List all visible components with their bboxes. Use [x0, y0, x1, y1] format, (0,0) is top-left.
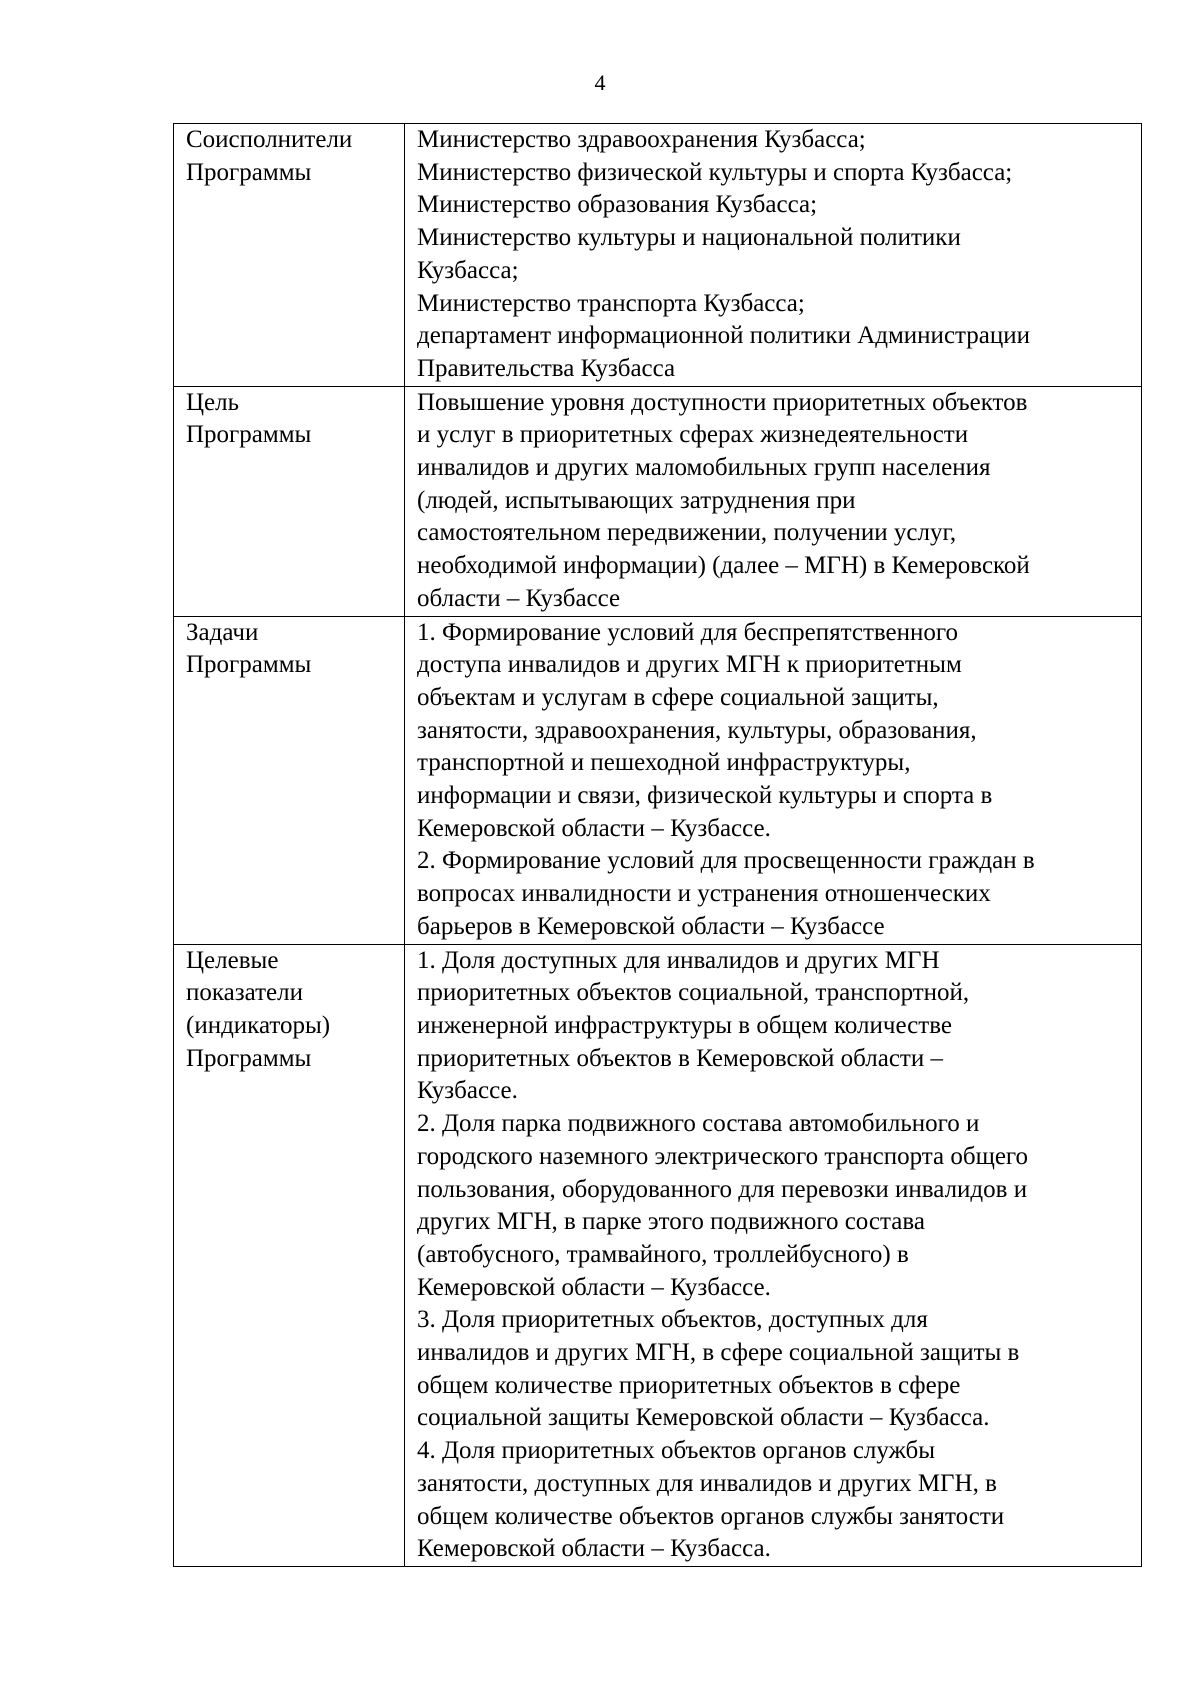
row-value-line: Министерство транспорта Кузбасса; [417, 289, 805, 317]
passport-table-body [174, 124, 1142, 1567]
row-value-cell [405, 616, 1142, 944]
row-label-line: Цель [186, 388, 240, 416]
row-value-cell [405, 124, 1142, 387]
row-value-line: городского наземного электрического транспорта общего [417, 1142, 1029, 1170]
row-value-line: (людей, испытывающих затруднения при [417, 486, 856, 514]
row-value-line: социальной защиты Кемеровской области – Кузбасса. [417, 1404, 990, 1432]
row-value-line: самостоятельном передвижении, получении услуг, [417, 519, 957, 547]
row-value-line: общем количестве объектов органов службы занятости [417, 1502, 1005, 1530]
row-value-line: других МГН, в парке этого подвижного состава [417, 1208, 925, 1236]
table-row [174, 616, 1142, 944]
row-value-line: приоритетных объектов социальной, транспортной, [417, 979, 970, 1007]
row-label-line: Программы [186, 1044, 312, 1072]
row-label-line: (индикаторы) [186, 1011, 331, 1039]
row-value-line: Министерство образования Кузбасса; [417, 191, 818, 219]
row-label-line: Задачи [186, 618, 259, 646]
row-value-line: 3. Доля приоритетных объектов, доступных для [417, 1306, 928, 1334]
row-value-line: (автобусного, трамвайного, троллейбусного) в [417, 1240, 909, 1268]
row-value-line: 2. Доля парка подвижного состава автомобильного и [417, 1110, 980, 1138]
row-label-line: показатели [186, 979, 303, 1007]
row-value-line: Повышение уровня доступности приоритетных объектов [417, 388, 1028, 416]
table-row [174, 124, 1142, 387]
row-value-line: необходимой информации) (далее – МГН) в Кемеровской [417, 552, 1030, 580]
row-value-line: Кузбассе. [417, 1077, 518, 1105]
row-value-line: транспортной и пешеходной инфраструктуры, [417, 749, 911, 777]
row-label-line: Программы [186, 421, 312, 449]
row-value-line: области – Кузбассе [417, 584, 621, 612]
row-label-line: Соисполнители [186, 126, 353, 153]
row-value-line: Кузбасса; [417, 256, 519, 284]
row-label-cell [174, 124, 405, 387]
table-row [174, 386, 1142, 616]
page-number: 4 [594, 70, 606, 95]
row-value-line: доступа инвалидов и других МГН к приоритетным [417, 651, 962, 679]
row-value-cell [405, 944, 1142, 1566]
row-value-line: 4. Доля приоритетных объектов органов службы [417, 1437, 936, 1465]
row-value-line: 2. Формирование условий для просвещенности граждан в [417, 847, 1035, 875]
row-value-line: вопросах инвалидности и устранения отношенческих [417, 880, 991, 908]
row-value-line: и услуг в приоритетных сферах жизнедеятельности [417, 421, 969, 449]
row-value-line: 1. Доля доступных для инвалидов и других МГН [417, 946, 940, 974]
row-label-line: Программы [186, 651, 312, 679]
row-value-line: информации и связи, физической культуры и спорта в [417, 782, 993, 810]
row-value-line: пользования, оборудованного для перевозки инвалидов и [417, 1175, 1028, 1203]
row-value-line: общем количестве приоритетных объектов в сфере [417, 1371, 961, 1399]
row-value-line: инженерной инфраструктуры в общем количестве [417, 1011, 952, 1039]
row-value-line: инвалидов и других маломобильных групп населения [417, 454, 991, 482]
row-label-line: Целевые [186, 946, 279, 974]
row-value-line: департамент информационной политики Администрации [417, 322, 1031, 350]
row-label-cell [174, 616, 405, 944]
row-value-line: приоритетных объектов в Кемеровской области – [417, 1044, 943, 1072]
row-value-line: занятости, доступных для инвалидов и других МГН, в [417, 1469, 997, 1497]
row-label-line: Программы [186, 158, 312, 186]
row-value-line: Министерство здравоохранения Кузбасса; [417, 126, 866, 153]
table-row [174, 944, 1142, 1566]
row-value-line: Министерство физической культуры и спорта Кузбасса; [417, 158, 1013, 186]
row-value-line: занятости, здравоохранения, культуры, образования, [417, 716, 977, 744]
row-value-cell [405, 386, 1142, 616]
row-value-line: Министерство культуры и национальной политики [417, 224, 961, 252]
row-label-cell [174, 944, 405, 1566]
row-label-cell [174, 386, 405, 616]
row-value-line: Кемеровской области – Кузбассе. [417, 1273, 771, 1301]
row-value-line: барьеров в Кемеровской области – Кузбассе [417, 912, 885, 940]
program-passport-table [173, 123, 1142, 1567]
row-value-line: Кемеровской области – Кузбассе. [417, 814, 771, 842]
row-value-line: Правительства Кузбасса [417, 354, 676, 382]
row-value-line: 1. Формирование условий для беспрепятственного [417, 618, 959, 646]
row-value-line: Кемеровской области – Кузбасса. [417, 1535, 771, 1563]
row-value-line: инвалидов и других МГН, в сфере социальной защиты в [417, 1339, 1020, 1367]
row-value-line: объектам и услугам в сфере социальной защиты, [417, 683, 939, 711]
